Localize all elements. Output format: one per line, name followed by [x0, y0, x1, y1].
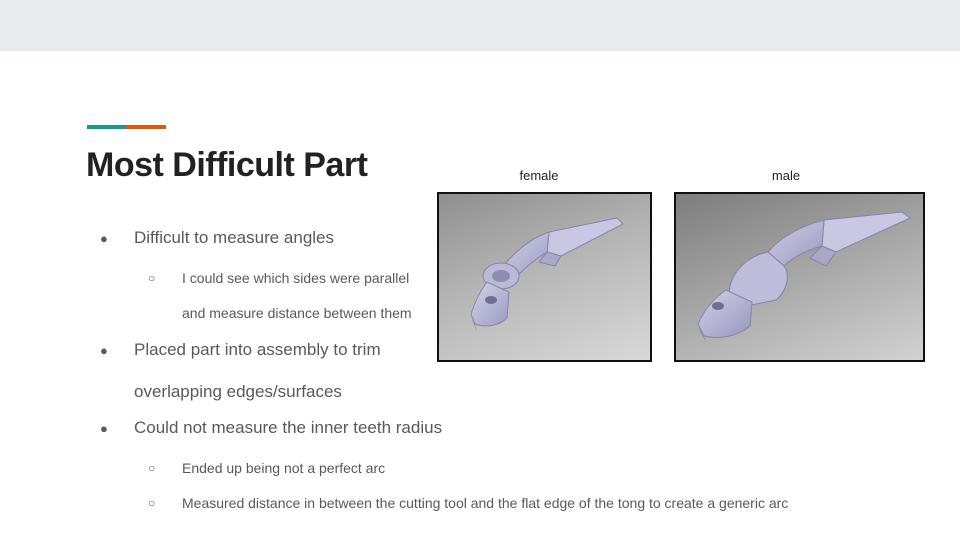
top-band [0, 0, 960, 51]
bullet-3-sub-1-text: Ended up being not a perfect arc [182, 460, 386, 476]
bullet-3-sub-2-text: Measured distance in between the cutting tool and the flat edge of the tong to create a generic arc [182, 495, 789, 511]
bullet-marker: ● [100, 231, 108, 246]
male-part-render [676, 194, 923, 360]
sub-bullet-marker: ○ [148, 461, 156, 475]
accent-bar-orange [126, 125, 166, 129]
bullet-marker: ● [100, 421, 108, 436]
sub-bullet-marker: ○ [148, 496, 156, 510]
sub-bullet-marker: ○ [148, 271, 156, 285]
female-caption: female [519, 168, 559, 183]
bullet-marker: ● [100, 343, 108, 358]
male-part-image [674, 192, 925, 362]
bullet-1-text: Difficult to measure angles [134, 228, 335, 247]
bullet-2-line-1: Placed part into assembly to trim [134, 340, 381, 359]
female-part-render [439, 194, 650, 360]
bullet-2-line-2: overlapping edges/surfaces [134, 382, 342, 401]
accent-bar-teal [87, 125, 126, 129]
slide-title: Most Difficult Part [86, 146, 368, 184]
bullet-1-sub-1-line-1: I could see which sides were parallel [182, 270, 410, 286]
bullet-3-text: Could not measure the inner teeth radius [134, 418, 443, 437]
male-caption: male [771, 168, 801, 183]
bullet-1-sub-1-line-2: and measure distance between them [182, 305, 412, 321]
female-part-image [437, 192, 652, 362]
